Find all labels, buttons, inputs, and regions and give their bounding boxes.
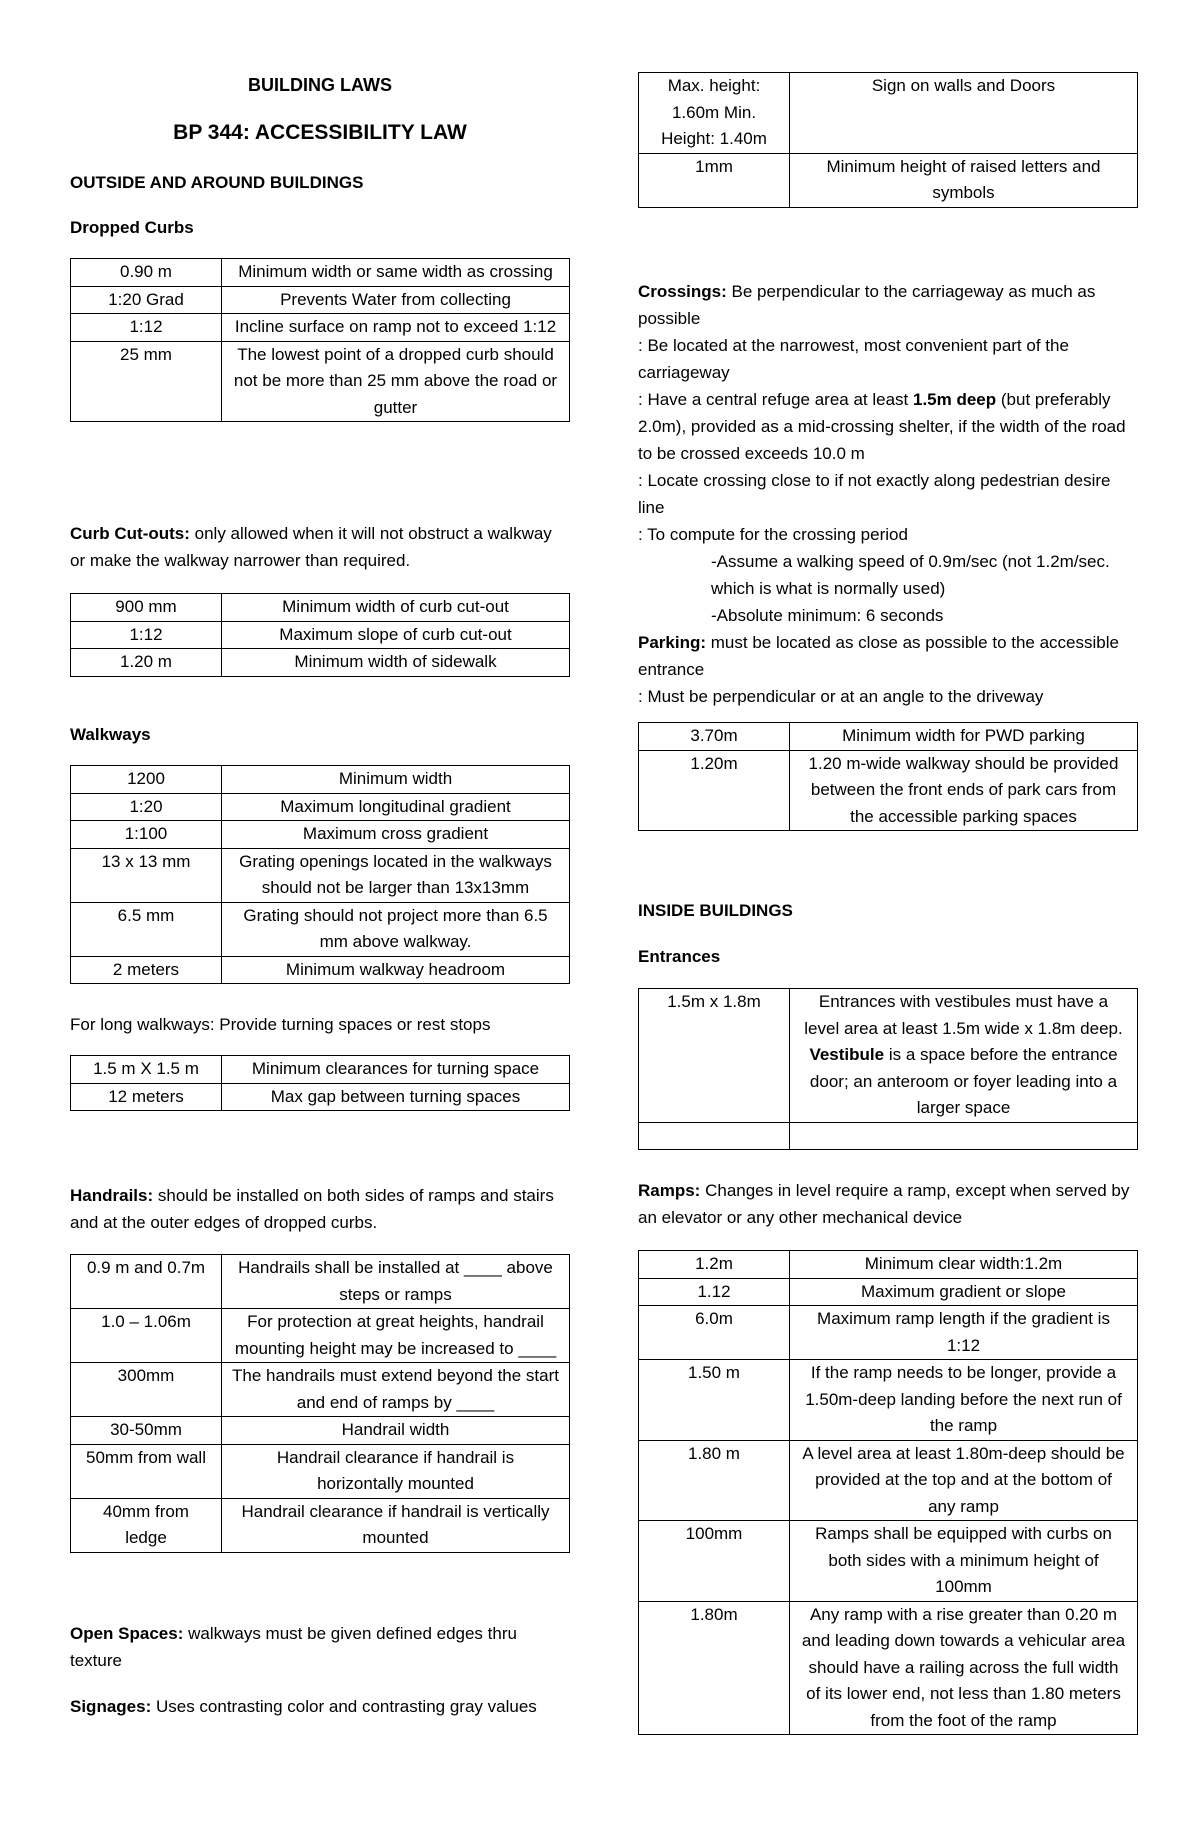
table-row (71, 1255, 570, 1309)
parking-line1 (638, 629, 1138, 683)
open-spaces-text: walkways must be given defined edges thru texture (70, 1624, 517, 1670)
table-cell (639, 1122, 790, 1149)
walkways-heading: Walkways (70, 725, 151, 744)
table-cell: Grating should not project more than 6.5 mm above walkway. (222, 902, 570, 956)
handrails-paragraph (70, 1182, 570, 1236)
table-cell: 1.20m (639, 750, 790, 831)
table-cell: 0.90 m (71, 259, 222, 287)
table-cell: Maximum longitudinal gradient (222, 793, 570, 821)
table-row (71, 1444, 570, 1498)
table-row (639, 1521, 1138, 1602)
table-row (639, 153, 1138, 207)
walkways-note: For long walkways: Provide turning spaces or rest stops (70, 1015, 491, 1034)
table-row (71, 1056, 570, 1084)
table-cell: 2 meters (71, 956, 222, 984)
table-cell (790, 989, 1138, 1123)
table-cell: Ramps shall be equipped with curbs on both sides with a minimum height of 100mm (790, 1521, 1138, 1602)
table-row (639, 73, 1138, 154)
open-spaces-paragraph (70, 1620, 570, 1674)
crossings-line3 (638, 386, 1138, 467)
table-cell: 1:12 (71, 621, 222, 649)
table-cell: 1.20 m (71, 649, 222, 677)
table-cell: Maximum slope of curb cut-out (222, 621, 570, 649)
table-cell: Minimum width of curb cut-out (222, 594, 570, 622)
table-cell: 100mm (639, 1521, 790, 1602)
table-cell: 1.20 m-wide walkway should be provided between the front ends of park cars from the accessible parking spaces (790, 750, 1138, 831)
parking-table (638, 722, 1138, 831)
signages-text: Uses contrasting color and contrasting gray values (151, 1697, 537, 1716)
table-row (639, 723, 1138, 751)
ramps-text: Changes in level require a ramp, except when served by an elevator or any other mechanical device (638, 1181, 1130, 1227)
table-row (71, 1498, 570, 1552)
table-cell: Handrail width (222, 1417, 570, 1445)
table-cell: Max gap between turning spaces (222, 1083, 570, 1111)
dropped-curbs-table (70, 258, 570, 422)
ramps-label: Ramps: (638, 1181, 701, 1200)
crossings-label: Crossings: (638, 282, 727, 301)
table-cell: 1:100 (71, 821, 222, 849)
table-row (71, 956, 570, 984)
table-cell: The lowest point of a dropped curb should not be more than 25 mm above the road or gutter (222, 341, 570, 422)
table-cell: 900 mm (71, 594, 222, 622)
crossings-sub2: -Absolute minimum: 6 seconds (711, 606, 944, 625)
table-row (71, 341, 570, 422)
curb-cutouts-paragraph (70, 520, 570, 574)
inside-heading: INSIDE BUILDINGS (638, 901, 793, 920)
table-cell: Maximum gradient or slope (790, 1278, 1138, 1306)
handrails-text: should be installed on both sides of ramps and stairs and at the outer edges of dropped curbs. (70, 1186, 554, 1232)
table-cell: Handrail clearance if handrail is horizontally mounted (222, 1444, 570, 1498)
turning-spaces-table (70, 1055, 570, 1111)
document-title: BUILDING LAWS (248, 75, 392, 95)
table-cell: 1:20 (71, 793, 222, 821)
table-cell: Minimum clearances for turning space (222, 1056, 570, 1084)
crossings-line1 (638, 278, 1138, 332)
table-cell: 30-50mm (71, 1417, 222, 1445)
table-row (639, 1251, 1138, 1279)
table-cell: Minimum height of raised letters and symbols (790, 153, 1138, 207)
table-row (71, 1083, 570, 1111)
table-cell: A level area at least 1.80m-deep should be provided at the top and at the bottom of any ramp (790, 1440, 1138, 1521)
table-cell: Any ramp with a rise greater than 0.20 m and leading down towards a vehicular area should have a railing across the full width of its lower end, not less than 1.80 meters from the foot of the ramp (790, 1601, 1138, 1735)
table-cell: 1.80m (639, 1601, 790, 1735)
ramps-paragraph (638, 1177, 1138, 1231)
table-cell: 25 mm (71, 341, 222, 422)
table-cell: For protection at great heights, handrail mounting height may be increased to ____ (222, 1309, 570, 1363)
table-cell: Sign on walls and Doors (790, 73, 1138, 154)
crossings-line5: : To compute for the crossing period (638, 525, 908, 544)
table-cell: 1200 (71, 766, 222, 794)
table-cell: 12 meters (71, 1083, 222, 1111)
curb-cutouts-label: Curb Cut-outs: (70, 524, 190, 543)
table-cell: 40mm from ledge (71, 1498, 222, 1552)
table-row (639, 1601, 1138, 1735)
table-row (71, 766, 570, 794)
dropped-curbs-heading: Dropped Curbs (70, 218, 194, 237)
table-cell: Maximum ramp length if the gradient is 1:12 (790, 1306, 1138, 1360)
ramps-table (638, 1250, 1138, 1735)
table-cell: 6.5 mm (71, 902, 222, 956)
table-cell: Max. height: 1.60m Min. Height: 1.40m (639, 73, 790, 154)
table-row (71, 821, 570, 849)
open-spaces-label: Open Spaces: (70, 1624, 184, 1643)
table-cell (790, 1122, 1138, 1149)
table-cell: 300mm (71, 1363, 222, 1417)
parking-line2: : Must be perpendicular or at an angle to the driveway (638, 687, 1044, 706)
table-cell: Prevents Water from collecting (222, 286, 570, 314)
table-cell: 1mm (639, 153, 790, 207)
curb-cutouts-text: only allowed when it will not obstruct a walkway or make the walkway narrower than required. (70, 524, 552, 570)
table-cell: Minimum width of sidewalk (222, 649, 570, 677)
table-cell: 1:12 (71, 314, 222, 342)
entrances-heading: Entrances (638, 947, 721, 966)
table-row (71, 594, 570, 622)
handrails-label: Handrails: (70, 1186, 154, 1205)
table-row (639, 1122, 1138, 1149)
table-cell: Incline surface on ramp not to exceed 1:12 (222, 314, 570, 342)
vestibule-label: Vestibule (809, 1045, 885, 1064)
table-row (71, 286, 570, 314)
parking-label: Parking: (638, 633, 707, 652)
table-row (71, 314, 570, 342)
table-cell: 1.5 m X 1.5 m (71, 1056, 222, 1084)
table-cell: Minimum walkway headroom (222, 956, 570, 984)
table-cell: 50mm from wall (71, 1444, 222, 1498)
table-cell: Minimum width or same width as crossing (222, 259, 570, 287)
signage-table (638, 72, 1138, 208)
table-cell: Maximum cross gradient (222, 821, 570, 849)
table-cell: Grating openings located in the walkways should not be larger than 13x13mm (222, 848, 570, 902)
table-cell: 0.9 m and 0.7m (71, 1255, 222, 1309)
table-cell: Handrail clearance if handrail is vertically mounted (222, 1498, 570, 1552)
curb-cutouts-table (70, 593, 570, 677)
crossings-line3b: 1.5m deep (913, 390, 997, 409)
table-cell: Minimum clear width:1.2m (790, 1251, 1138, 1279)
crossings-line4: : Locate crossing close to if not exactly along pedestrian desire line (638, 471, 1111, 517)
table-row (71, 1309, 570, 1363)
crossings-text: Be perpendicular to the carriageway as much as possible (638, 282, 1096, 328)
table-row (639, 1278, 1138, 1306)
table-cell: Minimum width (222, 766, 570, 794)
parking-text: must be located as close as possible to the accessible entrance (638, 633, 1119, 679)
crossings-section (638, 278, 1138, 710)
table-cell: 1:20 Grad (71, 286, 222, 314)
table-cell: Minimum width for PWD parking (790, 723, 1138, 751)
crossings-sub1: -Assume a walking speed of 0.9m/sec (not 1.2m/sec. which is what is normally used) (711, 552, 1110, 598)
table-row (639, 1440, 1138, 1521)
table-cell: If the ramp needs to be longer, provide a 1.50m-deep landing before the next run of the ramp (790, 1360, 1138, 1441)
vestibule-text: is a space before the entrance door; an anteroom or foyer leading into a larger space (809, 1045, 1118, 1117)
entrances-description: Entrances with vestibules must have a level area at least 1.5m wide x 1.8m deep. (804, 992, 1123, 1038)
table-cell: 1.0 – 1.06m (71, 1309, 222, 1363)
entrances-table (638, 988, 1138, 1150)
document-subtitle: BP 344: ACCESSIBILITY LAW (173, 121, 467, 144)
outside-heading: OUTSIDE AND AROUND BUILDINGS (70, 173, 364, 192)
table-row (639, 989, 1138, 1123)
table-cell: 1.12 (639, 1278, 790, 1306)
table-cell: 13 x 13 mm (71, 848, 222, 902)
signages-paragraph (70, 1693, 570, 1720)
signages-label: Signages: (70, 1697, 152, 1716)
table-cell: 3.70m (639, 723, 790, 751)
table-row (639, 1360, 1138, 1441)
table-cell: 1.2m (639, 1251, 790, 1279)
table-cell: 1.50 m (639, 1360, 790, 1441)
table-row (71, 793, 570, 821)
crossings-line3c: (but preferably 2.0m), provided as a mid-crossing shelter, if the width of the road to be crossed exceeds 10.0 m (638, 390, 1126, 463)
table-row (71, 649, 570, 677)
table-row (639, 750, 1138, 831)
table-row (71, 259, 570, 287)
table-row (71, 1417, 570, 1445)
handrails-table (70, 1254, 570, 1553)
table-cell: The handrails must extend beyond the start and end of ramps by ____ (222, 1363, 570, 1417)
table-row (71, 621, 570, 649)
table-cell: 1.5m x 1.8m (639, 989, 790, 1123)
table-cell: 1.80 m (639, 1440, 790, 1521)
table-cell: Handrails shall be installed at ____ above steps or ramps (222, 1255, 570, 1309)
walkways-table (70, 765, 570, 984)
table-cell: 6.0m (639, 1306, 790, 1360)
table-row (71, 1363, 570, 1417)
table-row (71, 848, 570, 902)
table-row (639, 1306, 1138, 1360)
table-row (71, 902, 570, 956)
crossings-line2: : Be located at the narrowest, most convenient part of the carriageway (638, 336, 1069, 382)
crossings-line3a: : Have a central refuge area at least (638, 390, 913, 409)
